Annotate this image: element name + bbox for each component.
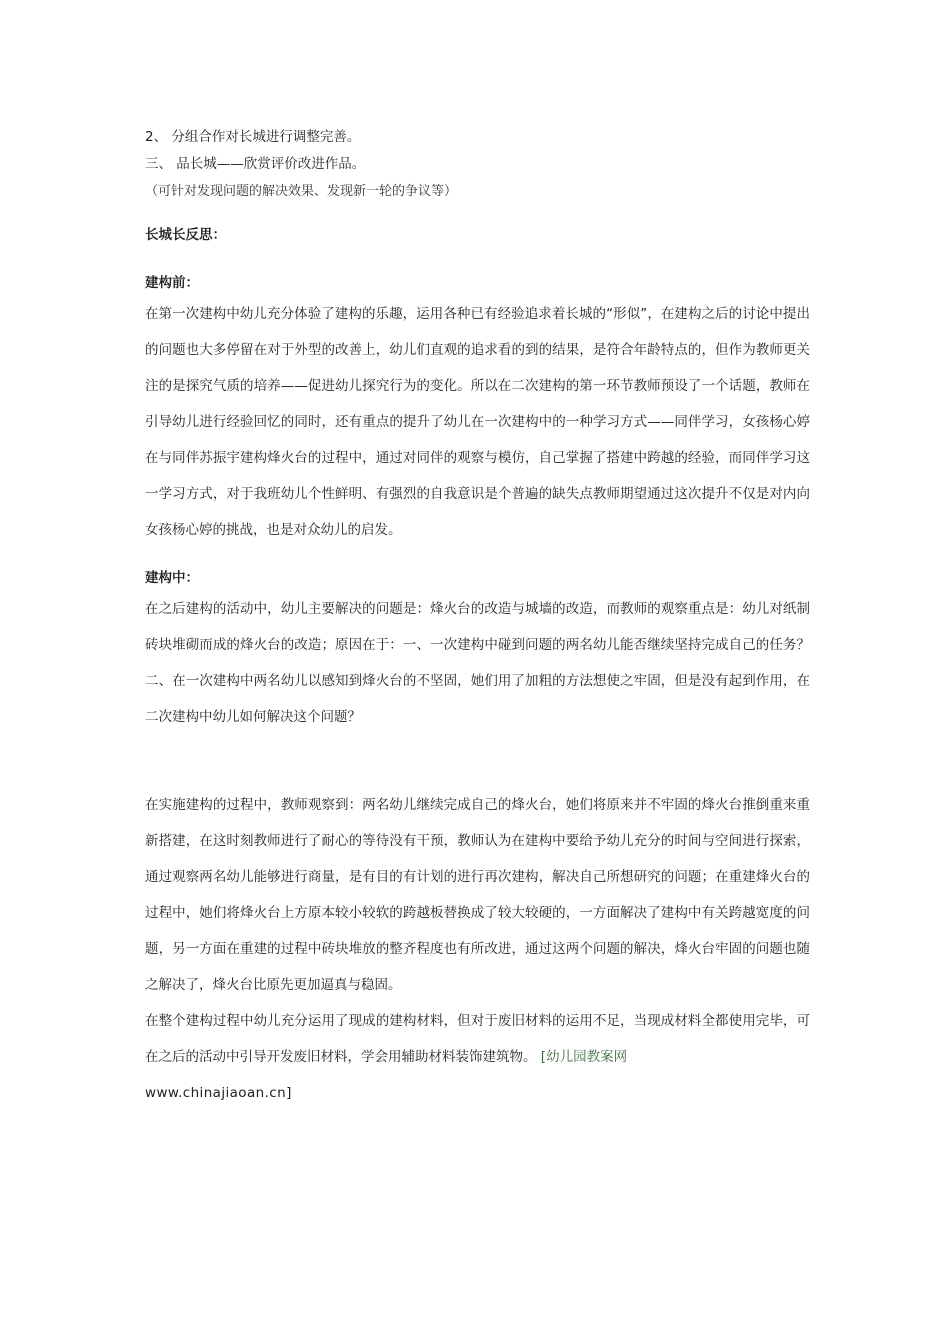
reflection-title: 长城长反思： <box>145 227 226 243</box>
document-page <box>145 124 810 1111</box>
during-paragraph-3 <box>145 1003 810 1075</box>
step-2-line: 2、 分组合作对长城进行调整完善。 <box>145 129 361 145</box>
before-paragraph: 在第一次建构中幼儿充分体验了建构的乐趣，运用各种已有经验追求着长城的“形似”，在建构之后的讨论中提出的问题也大多停留在对于外型的改善上，幼儿们直观的追求看的到的结果，是符合年龄特点的，但作为教师更关注的是探究气质的培养——促进幼儿探究行为的变化。所以在二次建构的第一环节教师预设了一个话题，教师在引导幼儿进行经验回忆的同时，还有重点的提升了幼儿在一次建构中的一种学习方式——同伴学习，女孩杨心婷在与同伴苏振宇建构烽火台的过程中，通过对同伴的观察与模仿，自己掌握了搭建中跨越的经验，而同伴学习这一学习方式，对于我班幼儿个性鲜明、有强烈的自我意识是个普遍的缺失点教师期望通过这次提升不仅是对内向女孩杨心婷的挑战，也是对众幼儿的启发。 <box>145 306 810 538</box>
during-paragraph-3-text: 在整个建构过程中幼儿充分运用了现成的建构材料，但对于废旧材料的运用不足，当现成材料全都使用完毕，可在之后的活动中引导开发废旧材料，学会用辅助材料装饰建筑物。 <box>145 1013 810 1065</box>
source-url-line <box>145 1075 810 1111</box>
intro-section <box>145 124 810 205</box>
step-3-note: （可针对发现问题的解决效果、发现新一轮的争议等） <box>145 184 458 199</box>
source-link[interactable]: [幼儿园教案网 <box>540 1049 628 1065</box>
step-3-line: 三、 品长城——欣赏评价改进作品。 <box>145 156 366 172</box>
before-heading: 建构前： <box>145 275 199 291</box>
during-heading: 建构中： <box>145 570 199 586</box>
during-paragraph-2: 在实施建构的过程中，教师观察到：两名幼儿继续完成自己的烽火台，她们将原来并不牢固的烽火台推倒重来重新搭建，在这时刻教师进行了耐心的等待没有干预，教师认为在建构中要给予幼儿充分的时间与空间进行探索，通过观察两名幼儿能够进行商量，是有目的有计划的进行再次建构，解决自己所想研究的问题；在重建烽火台的过程中，她们将烽火台上方原本较小较软的跨越板替换成了较大较硬的，一方面解决了建构中有关跨越宽度的问题，另一方面在重建的过程中砖块堆放的整齐程度也有所改进，通过这两个问题的解决，烽火台牢固的问题也随之解决了，烽火台比原先更加逼真与稳固。 <box>145 797 810 993</box>
source-url[interactable]: www.chinajiaoan.cn] <box>145 1085 292 1101</box>
during-paragraph-1: 在之后建构的活动中，幼儿主要解决的问题是：烽火台的改造与城墙的改造，而教师的观察重点是：幼儿对纸制砖块堆砌而成的烽火台的改造；原因在于：一、一次建构中碰到问题的两名幼儿能否继续坚持完成自己的任务？二、在一次建构中两名幼儿以感知到烽火台的不坚固，她们用了加粗的方法想使之牢固，但是没有起到作用，在二次建构中幼儿如何解决这个问题？ <box>145 601 810 725</box>
